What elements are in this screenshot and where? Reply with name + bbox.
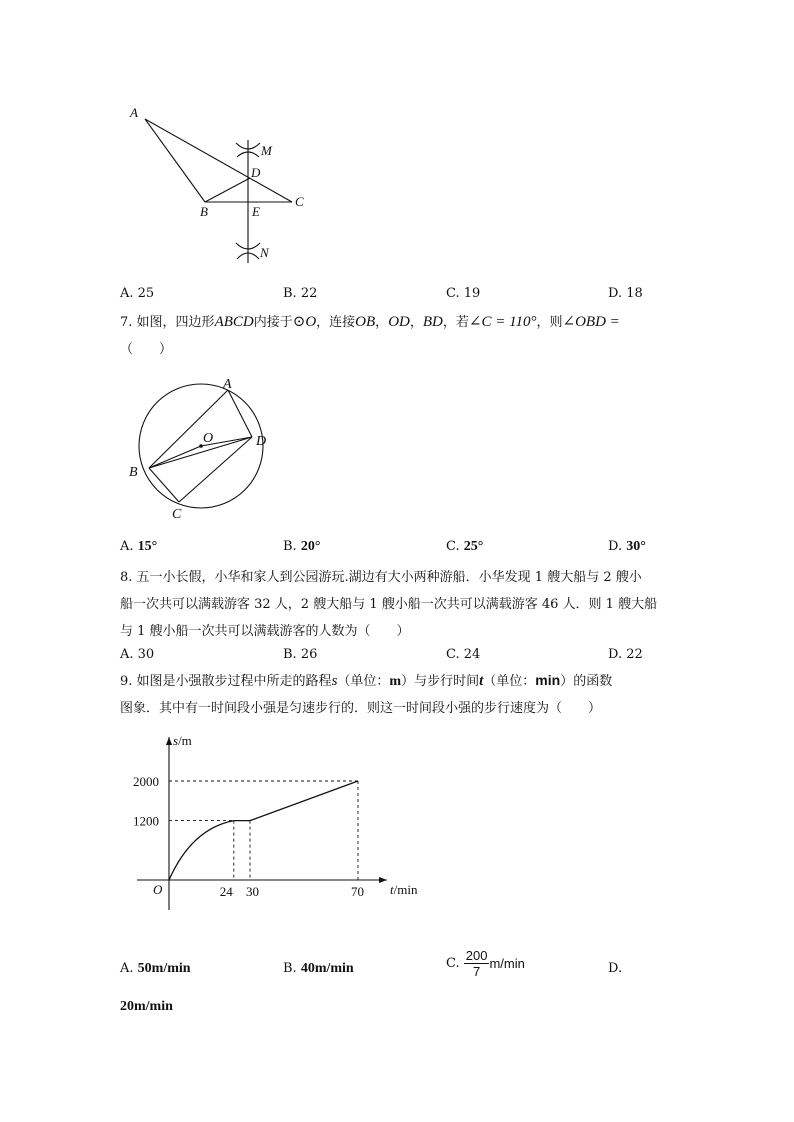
q9-option-c-letter: C.	[446, 956, 460, 971]
point-m-label: M	[261, 143, 272, 158]
x-axis-arrow	[379, 877, 387, 883]
q9-option-d-value[interactable]	[120, 999, 173, 1015]
q7-option-a-value: 15°	[137, 539, 158, 554]
q9-option-b-value: 40m/min	[300, 961, 354, 976]
q7-option-a[interactable]	[120, 539, 157, 555]
q9-option-c[interactable]	[446, 948, 525, 979]
q8-option-b[interactable]: B. 26	[283, 647, 318, 662]
q9-chart	[125, 725, 435, 915]
q7-seg-bd: BD	[422, 314, 443, 330]
q7-option-d-value: 30°	[626, 539, 646, 554]
q9-option-c-unit: m/min	[489, 956, 525, 971]
x-tick-label-70: 70	[351, 884, 364, 899]
radius-ob	[149, 446, 201, 468]
q9-option-a[interactable]	[120, 961, 191, 977]
x-axis-label: t/min	[390, 882, 418, 897]
q7-seg-ob: OB	[355, 314, 376, 330]
q7-figure	[125, 372, 285, 522]
q6-option-b[interactable]: B. 22	[283, 286, 318, 301]
q7-point-o-label: O	[203, 431, 214, 446]
q7-seg-od: OD	[388, 314, 410, 330]
q9-option-d-value-text: 20m/min	[120, 999, 173, 1014]
q7-option-d-letter: D.	[608, 539, 623, 554]
q8-line-1: 8. 五一小长假，小华和家人到公园游玩.湖边有大小两种游船．小华发现 1 艘大船与 2 艘小	[120, 570, 642, 585]
q7-text-3: ，连接	[316, 315, 356, 330]
q7-option-a-letter: A.	[120, 539, 134, 554]
q9-var-s: s	[331, 673, 338, 689]
point-c-label: C	[295, 194, 304, 209]
segment-ab	[145, 119, 205, 202]
q8-option-d[interactable]: D. 22	[608, 647, 643, 662]
q7-point-a-label: A	[223, 377, 232, 392]
q7-text-5: ，则	[536, 315, 563, 330]
q7-text-2: 内接于	[253, 315, 293, 330]
q6-figure	[120, 95, 320, 275]
y-tick-label-2000: 2000	[133, 774, 159, 789]
origin-label: O	[153, 882, 163, 897]
q7-stem	[120, 311, 620, 331]
q9-unit-m: m	[389, 674, 402, 689]
point-a-label: A	[130, 105, 138, 120]
point-e-label: E	[252, 204, 260, 219]
q9-option-d-letter: D.	[608, 961, 623, 976]
graph-curve-segment	[169, 821, 234, 880]
q7-option-b-value: 20°	[300, 539, 321, 554]
q9-fraction-numerator: 200	[465, 948, 488, 963]
q9-option-c-fraction	[464, 948, 490, 979]
y-axis-label: s/m	[173, 733, 192, 748]
q7-option-b-letter: B.	[283, 539, 297, 554]
point-b-label: B	[200, 204, 208, 219]
point-d-label: D	[251, 165, 261, 180]
point-n-label: N	[260, 245, 269, 260]
q9-var-t: t	[479, 673, 484, 689]
graph-linear-segment	[250, 781, 358, 821]
q9-option-a-value: 50m/min	[137, 961, 191, 976]
q6-option-d[interactable]: D. 18	[608, 286, 643, 301]
q7-number: 7.	[120, 315, 133, 330]
q9-fraction-denominator: 7	[473, 964, 481, 979]
q9-text-5: ）的函数	[560, 674, 613, 689]
side-ad	[228, 390, 252, 437]
q7-circle-o: ⊙O	[292, 314, 317, 330]
q6-option-c[interactable]: C. 19	[446, 286, 481, 301]
q9-option-d[interactable]	[608, 961, 622, 976]
q9-line-2: 图象．其中有一时间段小强是匀速步行的．则这一时间段小强的步行速度为（ ）	[120, 701, 602, 716]
q8-line-2: 船一次共可以满载游客 32 人，2 艘大船与 1 艘小船一次共可以满载游客 46 人．则 1 艘大船	[120, 597, 658, 612]
q9-text-2: （单位：	[337, 674, 390, 689]
q7-point-b-label: B	[129, 465, 138, 480]
q7-answer-blank: （ ）	[120, 342, 173, 357]
q7-option-c[interactable]	[446, 539, 483, 555]
q7-quad-abcd: ABCD	[214, 314, 254, 330]
q7-text-1: 如图，四边形	[136, 315, 215, 330]
q7-option-c-letter: C.	[446, 539, 460, 554]
q8-line-3: 与 1 艘小船一次共可以满载游客的人数为（ ）	[120, 624, 410, 639]
q9-text-1: 如图是小强散步过程中所走的路程	[136, 674, 332, 689]
segment-ac	[145, 119, 292, 202]
q7-sep-2: ，	[409, 315, 423, 330]
q9-text-4: （单位：	[483, 674, 536, 689]
x-tick-label-30: 30	[246, 884, 259, 899]
q7-point-d-label: D	[256, 434, 267, 449]
q9-unit-min: min	[535, 672, 561, 688]
q7-angle-obd: ∠OBD =	[562, 314, 620, 330]
y-tick-label-1200: 1200	[133, 813, 159, 829]
q9-option-a-letter: A.	[120, 961, 134, 976]
q7-option-d[interactable]	[608, 539, 646, 555]
y-axis-arrow	[166, 737, 172, 745]
q7-angle-c: ∠C = 110°	[468, 314, 537, 330]
x-tick-label-24: 24	[219, 884, 233, 899]
q7-point-c-label: C	[172, 507, 182, 522]
q7-option-c-value: 25°	[463, 539, 484, 554]
q6-option-a[interactable]: A. 25	[120, 286, 155, 301]
q8-option-c[interactable]: C. 24	[446, 647, 481, 662]
q9-line-1	[120, 670, 612, 690]
side-dc	[179, 437, 252, 502]
q9-option-b-letter: B.	[283, 961, 297, 976]
q8-option-a[interactable]: A. 30	[120, 647, 155, 662]
q7-sep-1: ，	[375, 315, 389, 330]
q9-option-b[interactable]	[283, 961, 354, 977]
segment-bd	[205, 178, 250, 202]
q7-option-b[interactable]	[283, 539, 320, 555]
q9-number: 9.	[120, 674, 133, 689]
q9-text-3: ）与步行时间	[401, 674, 480, 689]
q7-text-4: ，若	[442, 315, 469, 330]
